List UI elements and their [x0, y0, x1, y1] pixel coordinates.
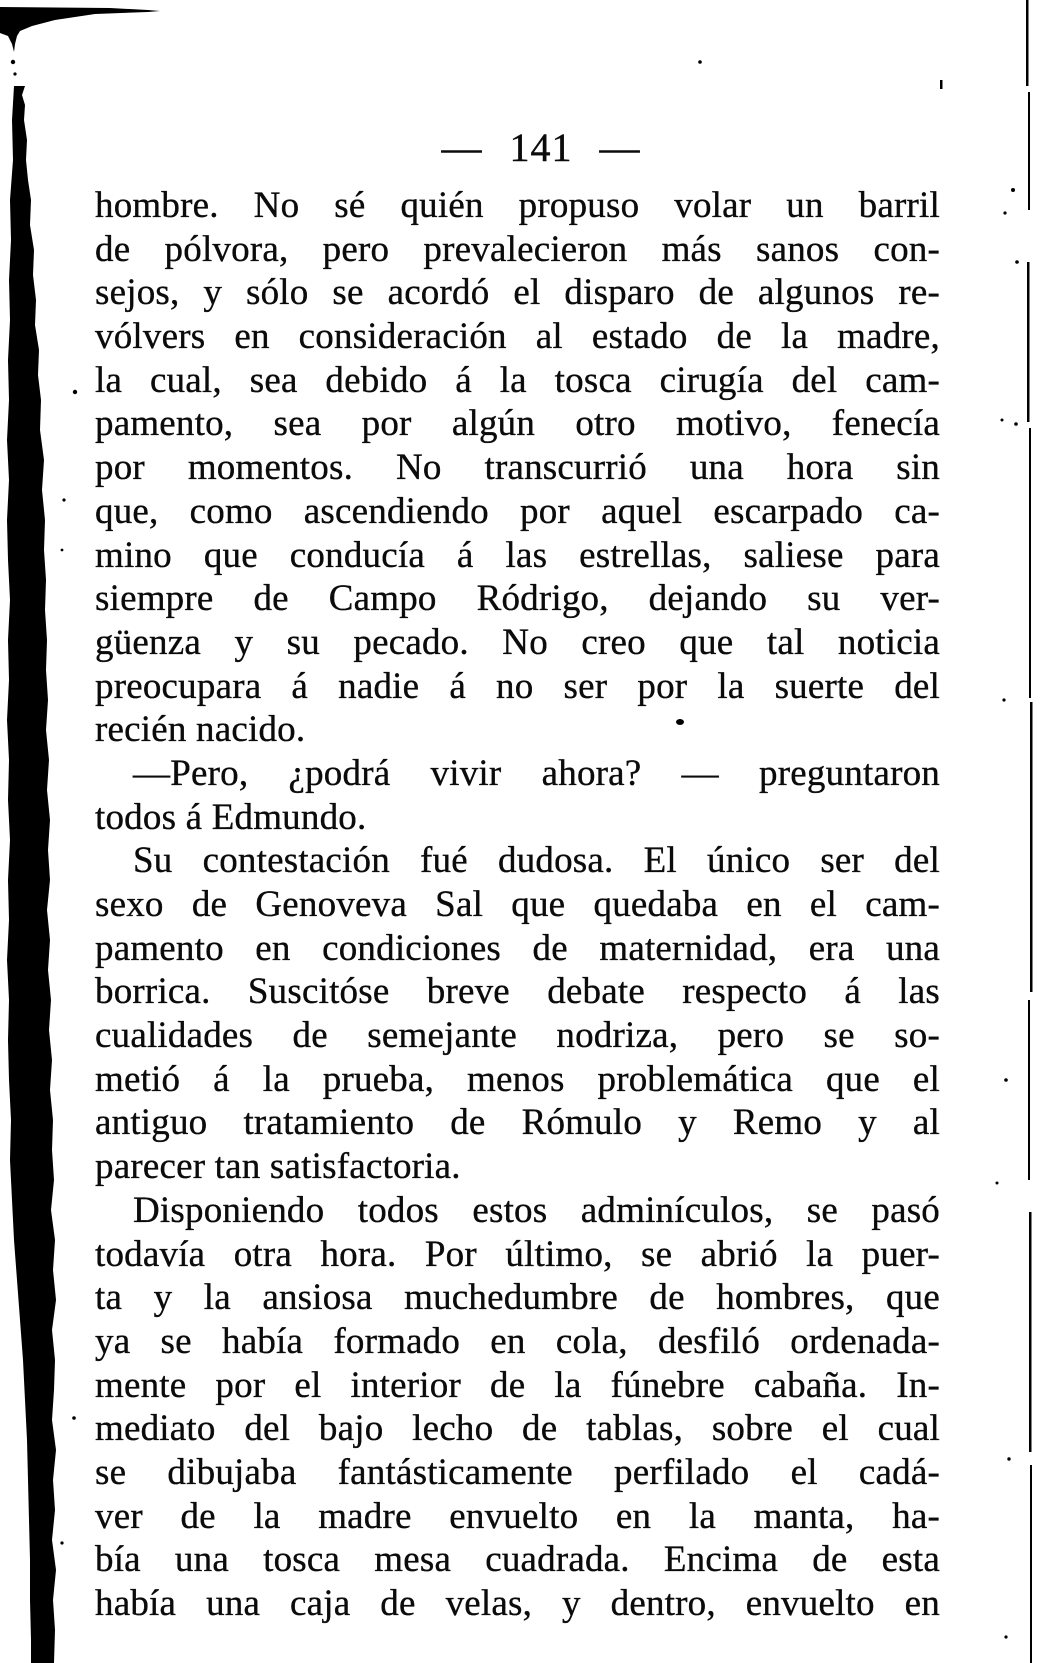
text-line: hombre. No sé quién propuso volar un barril — [95, 185, 940, 226]
ink-speck — [11, 60, 15, 64]
text-line: mente por el interior de la fúnebre cabaña. In- — [95, 1364, 940, 1406]
text-line: todavía otra hora. Por último, se abrió la puer- — [95, 1233, 940, 1275]
text-line: pamento en condiciones de maternidad, era una — [95, 927, 940, 969]
text-line: ta y la ansiosa muchedumbre de hombres, que — [95, 1277, 940, 1319]
text-line: por momentos. No transcurrió una hora sin — [95, 447, 940, 489]
text-line: cualidades de semejante nodriza, pero se so- — [95, 1015, 940, 1057]
text-line: metió á la prueba, menos problemática que el — [95, 1058, 940, 1100]
page-number-header: — 141 — — [441, 125, 641, 170]
text-line: había una caja de velas, y dentro, envuelto en — [95, 1583, 940, 1624]
text-line: de pólvora, pero prevalecieron más sanos con- — [95, 228, 940, 270]
text-line: preocupara á nadie á no ser por la suerte del — [95, 665, 940, 707]
text-line: sejos, y sólo se acordó el disparo de algunos re- — [95, 272, 940, 314]
text-line: mino que conducía á las estrellas, saliese para — [95, 534, 940, 576]
text-line: borrica. Suscitóse breve debate respecto á las — [95, 971, 940, 1013]
text-line: se dibujaba fantásticamente perfilado el cadá- — [95, 1451, 940, 1493]
text-line: siempre de Campo Ródrigo, dejando su ver- — [95, 578, 940, 620]
text-line: Su contestación fué dudosa. El único ser del — [133, 840, 940, 882]
text-line: vólvers en consideración al estado de la madre, — [95, 316, 940, 358]
text-line: Disponiendo todos estos adminículos, se pasó — [133, 1189, 940, 1231]
body-text — [95, 184, 940, 1626]
ink-speck — [13, 72, 16, 75]
text-line: sexo de Genoveva Sal que quedaba en el cam- — [95, 884, 940, 925]
text-line: recién nacido. — [95, 709, 306, 751]
text-line: ver de la madre envuelto en la manta, ha- — [95, 1495, 940, 1537]
text-line: que, como ascendiendo por aquel escarpado ca- — [95, 490, 940, 532]
text-line: antiguo tratamiento de Rómulo y Remo y al — [95, 1102, 940, 1144]
page-edge-line — [1026, 0, 1033, 1663]
text-line-dialogue: —Pero, ¿podrá vivir ahora? — preguntaron — [133, 752, 940, 794]
text-line: bía una tosca mesa cuadrada. Encima de esta — [95, 1539, 940, 1581]
scan-binding-shadow — [7, 86, 56, 1663]
text-line: todos á Edmundo. — [95, 796, 367, 838]
text-line: pamento, sea por algún otro motivo, fenecía — [95, 403, 940, 445]
scan-corner-wedge-artifact — [0, 7, 160, 52]
text-line: ya se había formado en cola, desfiló ordenada- — [95, 1320, 940, 1362]
text-line: güenza y su pecado. No creo que tal noticia — [95, 621, 940, 663]
text-line: la cual, sea debido á la tosca cirugía del cam- — [95, 359, 940, 401]
text-line: mediato del bajo lecho de tablas, sobre el cual — [95, 1408, 940, 1450]
text-line: parecer tan satisfactoria. — [95, 1146, 461, 1188]
